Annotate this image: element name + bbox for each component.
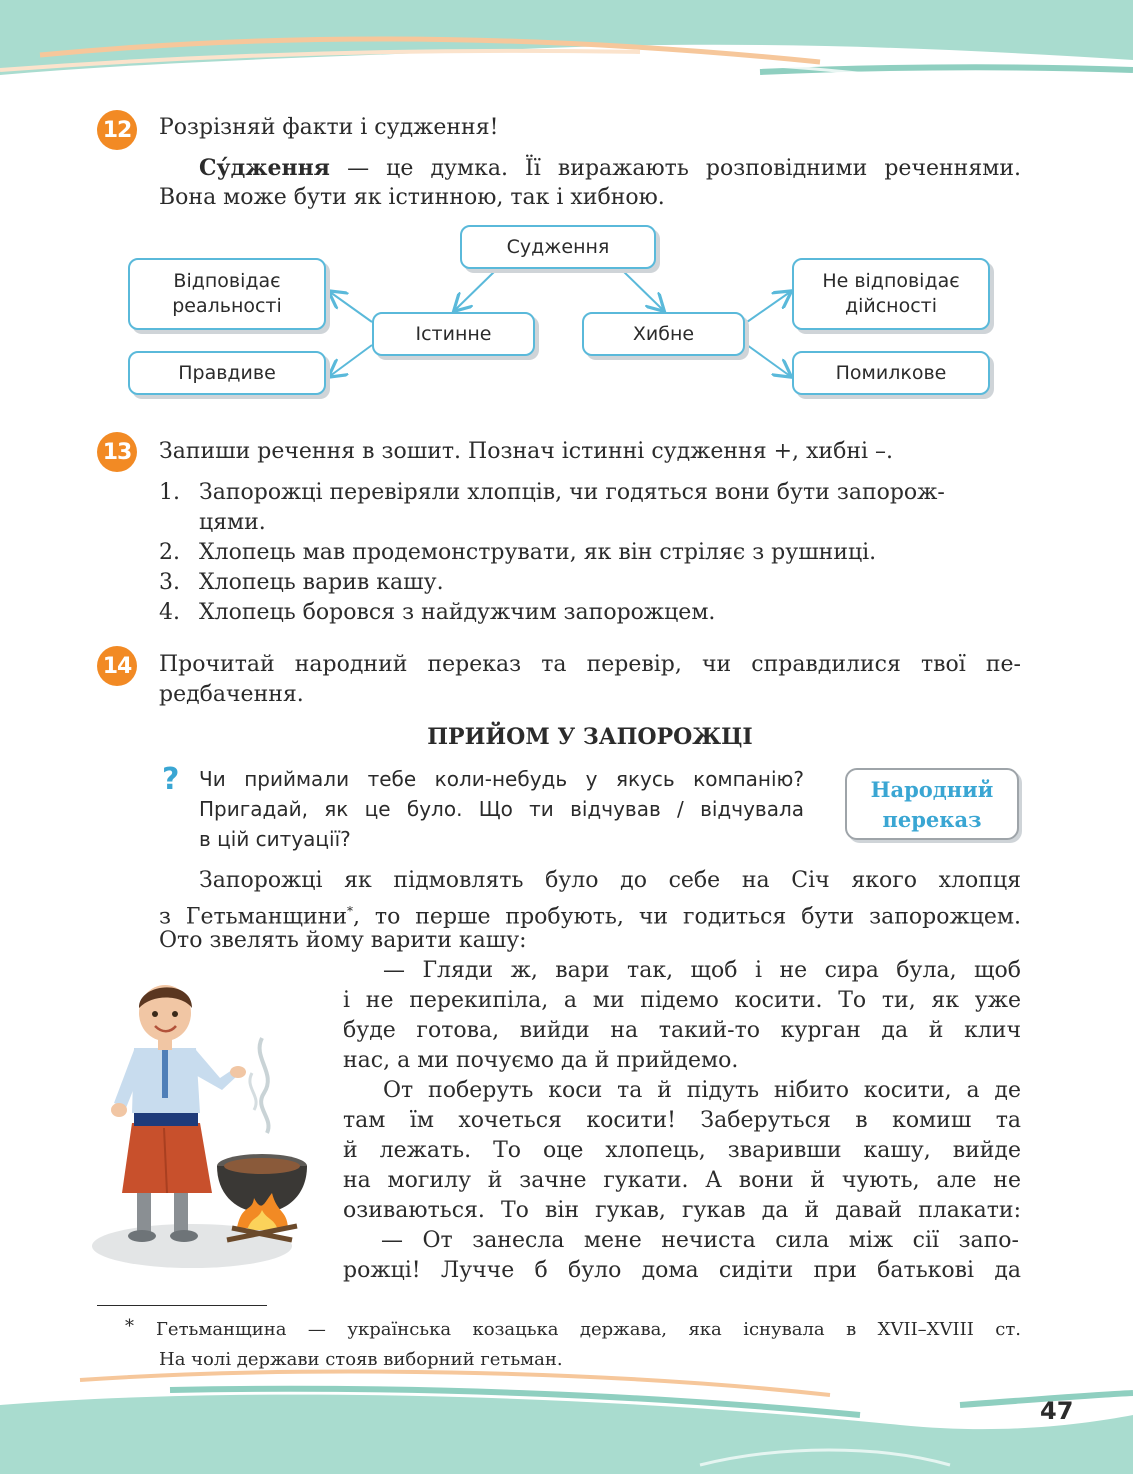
diagram-node-mistaken: Помилкове bbox=[792, 351, 990, 395]
boy-with-pot-illustration bbox=[92, 978, 317, 1278]
task12-heading: Розрізняй факти і судження! bbox=[159, 115, 499, 140]
list-item-number: 3. bbox=[159, 570, 180, 595]
page-number: 47 bbox=[1040, 1397, 1074, 1425]
genre-line2: переказ bbox=[882, 807, 982, 832]
story-right-line-6: там їм хочеться косити! Заберуться в комиш та bbox=[343, 1108, 1021, 1133]
story-right-line-9: озиваються. То він гукав, гукав да й давай плакати: bbox=[343, 1198, 1021, 1223]
footnote-line1: Гетьманщина — українська козацька держава, яка існувала в XVII–XVIII ст. bbox=[156, 1319, 1021, 1340]
story-right-line-7: й лежать. То оце хлопець, зваривши кашу, вийде bbox=[343, 1138, 1021, 1163]
matches-reality-line1: Відповідає bbox=[173, 270, 281, 292]
story-right-line-10: — От занесла мене нечиста сила між сії запо- bbox=[381, 1228, 1019, 1253]
list-item-text: Хлопець варив кашу. bbox=[199, 570, 444, 595]
task-number-badge-13: 13 bbox=[97, 432, 137, 472]
task14-line1: Прочитай народний переказ та перевір, чи справдилися твої пе- bbox=[159, 652, 1021, 677]
question-line-3: в цій ситуації? bbox=[199, 827, 351, 851]
task12-definition-line2: Вона може бути як істинною, так і хибною. bbox=[159, 185, 665, 210]
list-item-1-continuation: цями. bbox=[199, 510, 266, 535]
question-mark-icon: ? bbox=[162, 762, 180, 797]
story-line-1: Запорожці як підмовлять було до себе на Січ якого хлопця bbox=[199, 868, 1021, 893]
diagram-node-judgement: Судження bbox=[460, 225, 656, 269]
list-item-2 bbox=[159, 538, 876, 568]
story-right-line-1: — Гляди ж, вари так, щоб і не сира була, щоб bbox=[383, 958, 1021, 983]
bottom-wave-decoration bbox=[0, 1365, 1133, 1474]
question-line-2: Пригадай, як це було. Що ти відчував / відчувала bbox=[199, 797, 804, 821]
footnote-line2: На чолі держави стояв виборний гетьман. bbox=[159, 1349, 563, 1370]
story-right-line-3: буде готова, вийди на такий-то курган да й клич bbox=[343, 1018, 1021, 1043]
story-right-line-11: рожці! Лучче б було дома сидіти при батькові да bbox=[343, 1258, 1021, 1283]
list-item-text: Хлопець мав продемонструвати, як він стріляє з рушниці. bbox=[199, 540, 877, 565]
task14-line2: редбачення. bbox=[159, 682, 304, 707]
story-right-line-8: на могилу й зачне гукати. А вони й чують, але не bbox=[343, 1168, 1021, 1193]
story-line-2: з Гетьманщини*, то перше пробують, чи годиться бути запорожцем. bbox=[159, 904, 1021, 930]
footnote-mark: * bbox=[125, 1316, 134, 1337]
list-item-1 bbox=[159, 478, 1021, 508]
list-item-text: Запорожці перевіряли хлопців, чи годяться вони бути запорож- bbox=[199, 480, 945, 505]
definition-term: Су́дження bbox=[199, 155, 330, 181]
story-title: ПРИЙОМ У ЗАПОРОЖЦІ bbox=[427, 724, 753, 750]
story-line-2-end: то перше пробують, чи годиться бути запорожцем. bbox=[374, 904, 1021, 930]
list-item-3 bbox=[159, 568, 444, 598]
story-right-line-5: От поберуть коси та й підуть нібито косити, а де bbox=[383, 1078, 1021, 1103]
story-line-3: Ото звелять йому варити кашу: bbox=[159, 928, 527, 953]
list-item-4 bbox=[159, 598, 715, 628]
not-matching-line2: дійсності bbox=[844, 295, 938, 317]
list-item-number: 2. bbox=[159, 540, 180, 565]
list-item-text: Хлопець боровся з найдужчим запорожцем. bbox=[199, 600, 716, 625]
diagram-node-false: Хибне bbox=[582, 312, 745, 356]
story-right-line-4: нас, а ми почуємо да й прийдемо. bbox=[343, 1048, 739, 1073]
task13-heading: Запиши речення в зошит. Познач істинні судження +, хибні –. bbox=[159, 439, 894, 464]
list-item-number: 1. bbox=[159, 480, 180, 505]
story-line-2-start: з Гетьманщини bbox=[159, 904, 347, 930]
question-line-1: Чи приймали тебе коли-небудь у якусь компанію? bbox=[199, 767, 804, 791]
story-right-line-2: і не перекипіла, а ми підемо косити. То ти, як уже bbox=[343, 988, 1021, 1013]
matches-reality-line2: реальності bbox=[172, 295, 282, 317]
genre-line1: Народний bbox=[870, 777, 994, 802]
diagram-node-matches-reality bbox=[128, 258, 326, 330]
task-number-badge-12: 12 bbox=[97, 110, 137, 150]
diagram-node-not-matching-reality bbox=[792, 258, 990, 330]
footnote-reference: * bbox=[347, 904, 353, 918]
footnote-divider bbox=[97, 1305, 267, 1306]
diagram-node-true: Істинне bbox=[372, 312, 535, 356]
genre-label bbox=[845, 768, 1019, 840]
list-item-number: 4. bbox=[159, 600, 180, 625]
diagram-node-truthful: Правдиве bbox=[128, 351, 326, 395]
task-number-badge-14: 14 bbox=[97, 646, 137, 686]
definition-text: — це думка. Її виражають розповідними реченнями. bbox=[347, 156, 1021, 181]
not-matching-line1: Не відповідає bbox=[822, 270, 960, 292]
